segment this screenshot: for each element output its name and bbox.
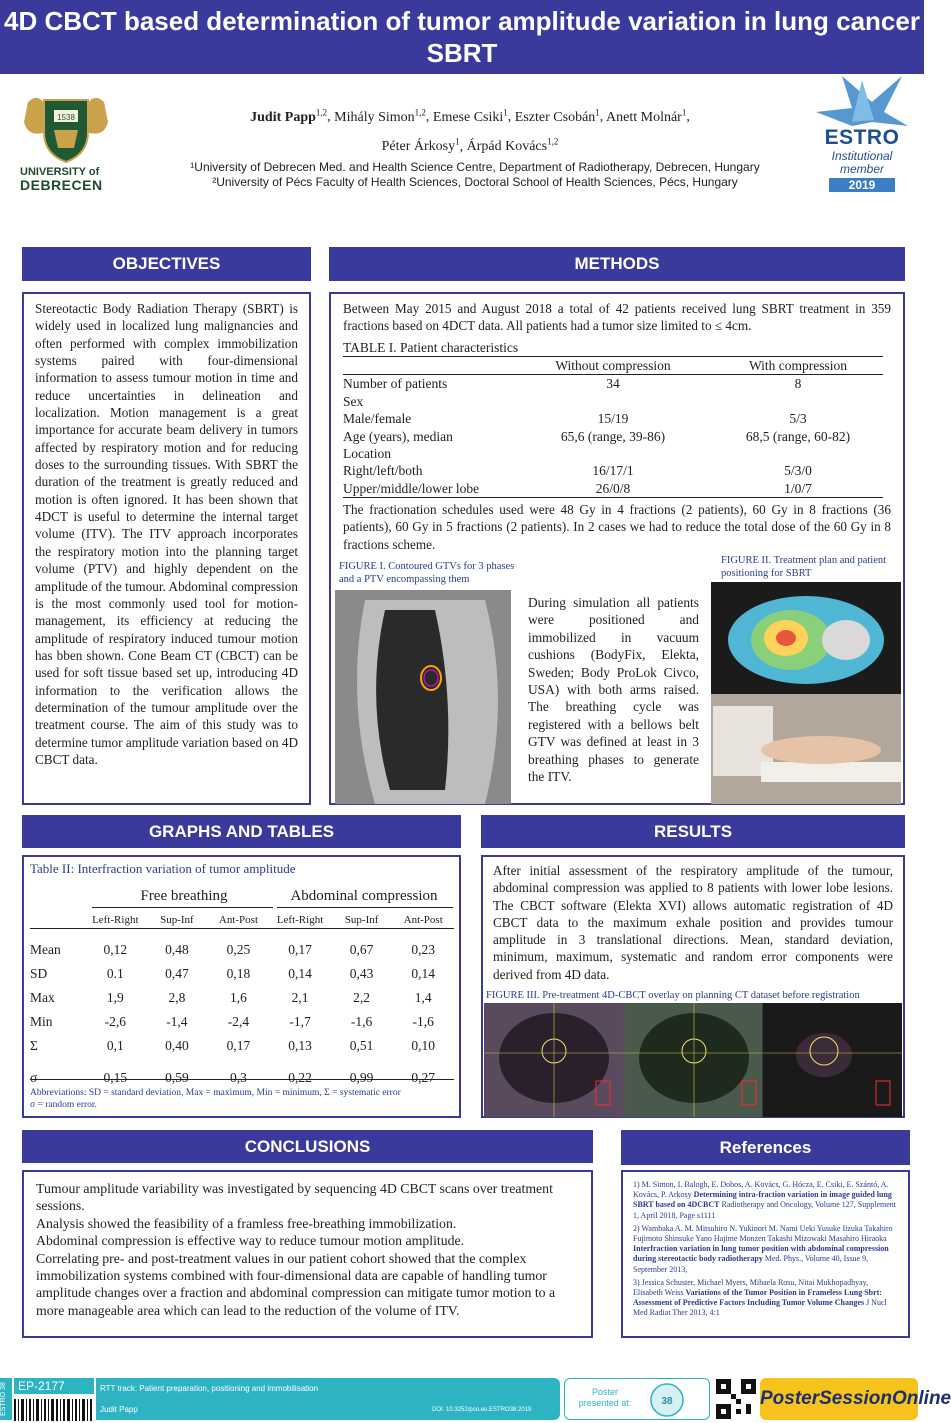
estro-event-badge-icon [649, 1382, 685, 1418]
table2-cell: 2,1 [291, 990, 309, 1005]
table2-cell: -2,6 [104, 1014, 126, 1029]
table2-cell: 0,3 [230, 1070, 247, 1085]
table2-abbreviations [30, 1087, 401, 1111]
simulation-text: During simulation all patients were positioned and immobilized in vacuum cushions (BodyFix, Elekta, Sweden; Body ProLok Civco, USA) with both arms raised. The breathing cycle was registered with a bellows belt GTV was defined at least in 3 breathing phases to generate the ITV. [528, 595, 699, 785]
table-row [343, 410, 883, 427]
fractionation-text: The fractionation schedules used were 48 Gy in 4 fractions (2 patients), 60 Gy in 8 fractions (36 patients), 60 Gy in 5 fractions (2 patients). In 2 cases we had to reduce the total dose of the 60 Gy in 8 fractions scheme. [343, 502, 891, 552]
poster-title: 4D CBCT based determination of tumor amplitude variation in lung cancer SBRT [0, 0, 924, 74]
table2-cell: -1,6 [412, 1014, 434, 1029]
conclusion-item: Tumour amplitude variability was investigated by sequencing 4D CBCT scans over treatment sessions. [36, 1181, 553, 1214]
table2-cell: 0,14 [288, 966, 312, 981]
author-name: Anett Molnár$^1$ [606, 107, 687, 125]
footer-track-name: RTT track: Patient preparation, positioning and immobilisation [100, 1384, 319, 1393]
estro-membership [812, 126, 912, 194]
table1-cell: 1/0/7 [784, 480, 812, 496]
table1-cell: 15/19 [597, 411, 629, 427]
table2-cell: 0,99 [349, 1070, 374, 1085]
author-name: Péter Árkosy$^1$ [381, 136, 460, 155]
table1-cell [713, 445, 883, 462]
table2-cell: 0,10 [411, 1038, 436, 1053]
table-row [343, 480, 883, 497]
results-text: After initial assessment of the respiratory amplitude of the tumour, abdominal compression was applied to 8 patients with lower lobe lesions. The CBCT software (Elekta XVI) allows automatic registration of 4D CBCT data to the maximum exhale position and provides tumour amplitude in 3 translational directions. Mean, standard deviation, minimum, maximum, systematic and random error components were derived from 4D data. [493, 863, 893, 982]
estro-institutional: Institutional [831, 149, 893, 163]
table2-cell: 0,40 [165, 1038, 189, 1053]
qr-code-icon[interactable] [716, 1379, 756, 1419]
university-line1: UNIVERSITY of [20, 166, 100, 178]
figure1-caption: FIGURE I. Contoured GTVs for 3 phases and a PTV encompassing them [339, 561, 515, 585]
affiliations [160, 160, 790, 190]
table2-group-free: Free breathing [140, 888, 228, 904]
author-name: Eszter Csobán$^1$ [514, 107, 600, 125]
footer-track [96, 1378, 560, 1420]
table2-box [22, 855, 461, 1118]
table2-cell: -1,6 [350, 1014, 373, 1029]
university-line2: DEBRECEN [20, 177, 103, 193]
table1-cell: Right/left/both [343, 463, 423, 479]
table2-rule-group1 [92, 907, 273, 908]
table2-cell: 0,15 [103, 1070, 128, 1085]
author-list: Judit Papp$^{1,2}$, Mihály Simon$^{1,2}$, Emese Csiki$^1$, Eszter Csobán$^1$, Anett Molnár$^1$, Péter Árkosy$^1$, Árpád Kovács$^{1,2}$ [250, 107, 690, 155]
abbreviations-line1: Abbreviations: SD = standard deviation, Max = maximum, Min = minimum, Σ = systematic error [30, 1088, 401, 1098]
affiliation-2: ²University of Pécs Faculty of Health Sciences, Doctoral School of Health Sciences, Pécs, Hungary [212, 175, 738, 189]
table2-cell: -1,4 [166, 1014, 188, 1029]
poster-session-online-logo[interactable]: PosterSessionOnline [760, 1378, 918, 1420]
table2-title: Table II: Interfraction variation of tumor amplitude [30, 861, 296, 876]
figure1-ct-image [335, 590, 511, 804]
footer-ep-code: EP-2177 [14, 1378, 94, 1394]
table2-cell: 2,8 [168, 990, 186, 1005]
university-name [20, 166, 120, 192]
reference-item: 2) Wambaka A. M. Mitsuhiro N. Yukinori M. Nami Ueki Yusuke Iizuka Takahiro Fujimoto Shinsuke Yano Hajime Monzen Takashi Mizowaki Masahiro Hiraoka Interfraction variation in lung tumor position with abdominal compression during stereotactic body radiotherapy Med. Phys., Volume 40, Issue 9, September 2013, [633, 1223, 893, 1274]
author-name: Mihály Simon$^{1,2}$ [334, 107, 426, 125]
table-row [28, 1054, 454, 1086]
table-row [343, 375, 883, 393]
table-row [343, 462, 883, 479]
author-name: Emese Csiki$^1$ [432, 107, 508, 125]
footer-presented-at [564, 1378, 710, 1420]
objectives-heading: OBJECTIVES [22, 247, 311, 281]
table1-cell [513, 393, 713, 410]
table-row [28, 1030, 454, 1054]
table1-cell: Location [343, 446, 391, 462]
table1-cell: 5/3/0 [784, 463, 812, 479]
table1-cell: 5/3 [789, 411, 807, 427]
table2-rule-group2 [277, 907, 453, 908]
table1-cell [513, 445, 713, 462]
table2-cell: 0,22 [288, 1070, 312, 1085]
table1-cell: Upper/middle/lower lobe [343, 480, 480, 496]
table1-title: TABLE I. Patient characteristics [343, 340, 519, 355]
reference-item: 3) Jessica Schuster, Michael Myers, Mihaela Rosu, Nitai Mukhopadhyay, Elisabeth Weiss Variations of the Tumor Position in Frameless Lung Sbrt: Assessment of Predictive Factors Including Tumor Volume Changes J Nucl Med Radiat Ther 2013, 4:1 [633, 1277, 887, 1318]
table2-cell: Max [30, 990, 55, 1005]
table2-subheader-cell: Ant-Post [403, 914, 443, 926]
table2-subheader-cell: Sup-Inf [160, 914, 194, 926]
table2-cell: 0,67 [349, 942, 374, 957]
author-name: Árpád Kovács$^{1,2}$ [466, 136, 559, 155]
table2-cell: 0,48 [165, 942, 189, 957]
conclusions-heading: CONCLUSIONS [22, 1130, 593, 1163]
conclusion-item: Abdominal compression is effective way to reduce tumour motion amplitude. [36, 1233, 465, 1249]
table2-cell: 0,47 [165, 966, 189, 981]
table2-cell: 0,27 [411, 1070, 436, 1085]
table2-cell: 0,17 [226, 1038, 251, 1053]
table-row [28, 982, 454, 1006]
footer-author: Judit Papp [100, 1405, 138, 1414]
table2-cell: 0,59 [165, 1070, 189, 1085]
table2-cell: 0,1 [106, 1038, 124, 1053]
author-name: Judit Papp$^{1,2}$ [250, 107, 328, 125]
event-number: 38 [661, 1396, 673, 1407]
table1-cell: Sex [343, 393, 364, 409]
objectives-box [22, 292, 311, 805]
table2-subheader-cell: Ant-Post [218, 914, 259, 926]
table1-cell: Male/female [343, 411, 412, 427]
presented-label: Poster presented at: [578, 1387, 632, 1408]
table1-header-cell: Without compression [555, 358, 671, 373]
figure2-plan-and-positioning [711, 582, 901, 804]
table2-cell: 0,51 [349, 1038, 374, 1053]
table1-header-cell [343, 357, 513, 375]
table2-cell: 0,12 [103, 942, 128, 957]
methods-box [329, 292, 905, 805]
table2-cell: 0.1 [106, 966, 124, 981]
table1-cell: 26/0/8 [595, 480, 631, 496]
table2-group-compression: Abdominal compression [290, 888, 438, 904]
table2-cell: σ [30, 1070, 38, 1085]
table-row [28, 930, 454, 958]
table2-cell: 0,43 [349, 966, 374, 981]
table2-cell: 1,6 [230, 990, 247, 1005]
table1-cell [713, 393, 883, 410]
table2-cell: 2,2 [353, 990, 371, 1005]
table2-cell: 0,14 [411, 966, 436, 981]
objectives-text: Stereotactic Body Radiation Therapy (SBRT) is widely used in localized lung malignancies and often performed with complex immobilization systems paired with four-dimensional information to assess tumour motion in time and reduce uncertainties in delineation and localization. Motion management is a great importance for accurate beam delivery in tumors affected by respiratory motion and for reducing doses to the surrounding tissues. With SBRT the duration of the treatment is greatly reduced and motion is often ignored. It has been shown that 4DCT is useful to determine the internal target volume (ITV). The ITV approach incorporates the respiratory motion into the planning target volume (PTV) and highly dependent on the amplitude of the tumour. Abdominal compression is the most commonly used tool for motion-management, its efficiency at reducing the amplitude of respiratory induced tumour motion has bben shown. Cone Beam CT (CBCT) can be used for soft tissue based set up, introducing 4D information to the verification allows the determination of the tumour amplitude over the treatment course. The aim of this study was to determine tumor amplitude variation based on 4D CBCT data. [35, 301, 298, 767]
table1-rule-bottom [343, 497, 883, 498]
table1-cell: 34 [606, 376, 620, 392]
table2-cell: 0,18 [226, 966, 251, 981]
table2-cell: 0,23 [411, 942, 436, 957]
conclusions-list [36, 1180, 579, 1319]
table2-subheader-cell: Left-Right [92, 914, 139, 926]
abbreviations-line2: σ = random error. [30, 1100, 97, 1110]
table1-cell: 8 [794, 376, 802, 392]
table2-cell: Min [30, 1014, 53, 1029]
table2-subheader-cell: Sup-Inf [344, 914, 379, 926]
figure3-caption: FIGURE III. Pre-treatment 4D-CBCT overlay on planning CT dataset before registration [486, 990, 860, 1001]
footer-side-code: ESTRO 38 [0, 1378, 12, 1420]
table1-cell: 16/17/1 [592, 463, 634, 479]
table1-cell: Age (years), median [343, 428, 453, 444]
conclusions-box [22, 1170, 593, 1338]
table2-cell: 0,13 [288, 1038, 312, 1053]
estro-year: 2019 [829, 178, 896, 192]
table2-rule-bottom [30, 1079, 454, 1080]
figure2-caption: FIGURE II. Treatment plan and patient positioning for SBRT [721, 555, 887, 579]
table-row [343, 393, 883, 410]
estro-member: member [839, 162, 884, 176]
references-list [633, 1180, 898, 1319]
table1-cell: 65,6 (range, 39-86) [560, 428, 666, 444]
table2-cell: 0,25 [226, 942, 251, 957]
barcode-icon [14, 1399, 94, 1421]
footer [0, 1375, 951, 1423]
patient-characteristics-table [343, 357, 883, 497]
shield-year: 1538 [57, 113, 75, 122]
table2-subheader-cell: Left-Right [276, 914, 324, 926]
table2-cell: Mean [30, 942, 61, 957]
affiliation-1: ¹University of Debrecen Med. and Health Science Centre, Department of Radiotherapy, Debrecen, Hungary [190, 160, 760, 174]
conclusion-item: Analysis showed the feasibility of a framless free-breathing immobilization. [36, 1215, 457, 1231]
table-row [343, 428, 883, 445]
conclusion-item: Correlating pre- and post-treatment values in our patient cohort showed that the complex immobilization systems combined with four-dimensional data are capable of handling tumor amplitude changes over a fraction and abdominal compression can mitigate tumor motion to a more manageable area which can lead to the reduction of the volume of ITV. [36, 1250, 556, 1318]
graphs-heading: GRAPHS AND TABLES [22, 815, 461, 848]
results-box [481, 855, 905, 1118]
table2-cell: 0,17 [288, 942, 312, 957]
references-box [621, 1170, 910, 1338]
table2-cell: 1,9 [106, 990, 124, 1005]
reference-item: 1) M. Simon, I. Balogh, E. Dobos, A. Kovács, G. Hócza, E. Csiki, E. Szántó, A. Kovács, P. Arkosy Determining intra-fraction variation in image guided lung SBRT based on 4DCBCT Radiotherapy and Oncology, Volume 127, Supplement 1, April 2018, Page s1111 [633, 1180, 896, 1220]
table2-cell: 1,4 [414, 990, 432, 1005]
table-row [343, 445, 883, 462]
figure3-cbct-overlay [484, 1003, 902, 1117]
footer-doi: DOI: 10.3252/pso.eu.ESTRO38.2019 [432, 1407, 532, 1413]
table2-cell: SD [30, 966, 48, 981]
table-row [28, 958, 454, 982]
table1-cell: Number of patients [343, 376, 448, 392]
results-heading: RESULTS [481, 815, 905, 848]
table2-cell: -2,4 [227, 1014, 250, 1029]
table2-cell: -1,7 [289, 1014, 311, 1029]
table1-header-cell: With compression [748, 358, 848, 373]
estro-name: ESTRO [824, 126, 900, 149]
table-row [28, 1006, 454, 1030]
table2-cell: Σ [30, 1038, 38, 1053]
methods-intro: Between May 2015 and August 2018 a total of 42 patients received lung SBRT treatment in 359 fractions based on 4DCT data. All patients had a tumor size limited to ≤ 4cm. [343, 301, 891, 334]
references-heading: References [621, 1130, 910, 1165]
amplitude-variation-table [28, 910, 454, 1086]
methods-heading: METHODS [329, 247, 905, 281]
table1-cell: 68,5 (range, 60-82) [745, 428, 851, 444]
